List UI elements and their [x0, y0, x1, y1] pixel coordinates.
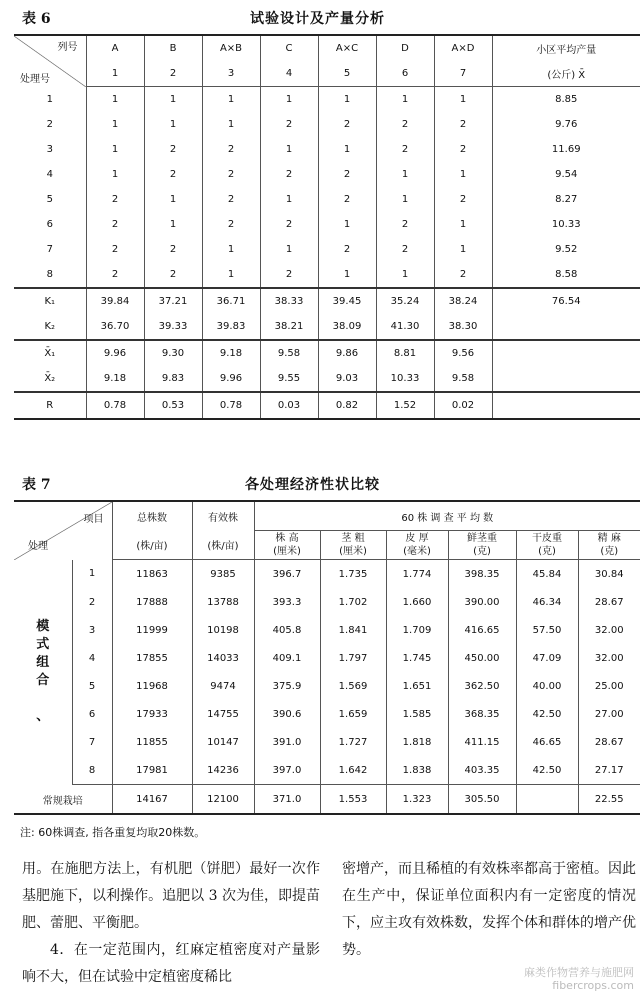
- x1-cell: 9.30: [144, 340, 202, 366]
- data-cell: 390.00: [448, 588, 516, 616]
- level-cell: 2: [318, 187, 376, 212]
- level-cell: 1: [434, 237, 492, 262]
- data-cell: 393.3: [254, 588, 320, 616]
- yield-cell: 8.85: [492, 87, 640, 113]
- data-cell: 1.838: [386, 756, 448, 785]
- table7-corner-top: 项目: [83, 514, 104, 525]
- k2-cell: 38.21: [260, 314, 318, 340]
- r-label: R: [46, 400, 54, 411]
- k2-cell: 39.33: [144, 314, 202, 340]
- r-row: [14, 392, 640, 419]
- table-note: 注: 60株调查, 指各重复均取20株数。: [20, 826, 206, 839]
- x1-cell: 9.96: [86, 340, 144, 366]
- data-cell: 362.50: [448, 672, 516, 700]
- yield-cell: 10.33: [492, 212, 640, 237]
- empty-cell: [492, 340, 640, 366]
- table6-header-row: [14, 35, 640, 61]
- factor-header: D: [376, 35, 434, 61]
- col-number: 6: [376, 61, 434, 87]
- level-cell: 2: [434, 112, 492, 137]
- data-cell: 17888: [112, 588, 192, 616]
- table-row: [14, 728, 640, 756]
- level-cell: 2: [86, 187, 144, 212]
- level-cell: 2: [376, 137, 434, 162]
- data-cell: 1.569: [320, 672, 386, 700]
- level-cell: 1: [260, 187, 318, 212]
- level-cell: 2: [260, 212, 318, 237]
- control-label: 常规栽培: [42, 795, 83, 807]
- sub-header: [254, 531, 320, 560]
- data-cell: 1.774: [386, 560, 448, 589]
- r-cell: 0.03: [260, 392, 318, 419]
- data-cell: 450.00: [448, 644, 516, 672]
- table-row: [14, 560, 640, 589]
- table6: [14, 34, 640, 420]
- table7: [14, 500, 640, 815]
- level-cell: 2: [260, 262, 318, 288]
- table-row: [14, 616, 640, 644]
- level-cell: 1: [260, 137, 318, 162]
- table-row: [14, 237, 640, 262]
- data-cell: 368.35: [448, 700, 516, 728]
- level-cell: 1: [260, 87, 318, 113]
- level-cell: 1: [202, 237, 260, 262]
- data-cell: 1.702: [320, 588, 386, 616]
- watermark-text: 麻类作物营养与施肥网: [524, 966, 634, 979]
- data-cell: 1.553: [320, 785, 386, 815]
- r-cell: 0.78: [86, 392, 144, 419]
- k1-cell: 35.24: [376, 288, 434, 314]
- yield-cell: 9.54: [492, 162, 640, 187]
- body-paragraph: 用。在施肥方法上，有机肥（饼肥）最好一次作基肥施下，以利操作。追肥以 3 次为佳，即提苗肥、蕾肥、平衡肥。: [22, 861, 320, 931]
- data-cell: 1.651: [386, 672, 448, 700]
- x1-cell: 9.58: [260, 340, 318, 366]
- table7-title: 各处理经济性状比较: [245, 477, 380, 493]
- sub-header-unit: (克): [473, 546, 491, 557]
- x2-cell: 9.18: [86, 366, 144, 392]
- col-number: 1: [86, 61, 144, 87]
- level-cell: 1: [318, 137, 376, 162]
- data-cell: 17933: [112, 700, 192, 728]
- x2-row: [14, 366, 640, 392]
- data-cell: 30.84: [578, 560, 640, 589]
- sub-header: [386, 531, 448, 560]
- k2-cell: 39.83: [202, 314, 260, 340]
- treatment-id: 2: [72, 588, 112, 616]
- data-cell: 17855: [112, 644, 192, 672]
- x1-cell: 9.86: [318, 340, 376, 366]
- body-paragraph: 密增产，而且稀植的有效株率都高于密植。因此在生产中，保证单位面积内有一定密度的情况下，应主攻有效株数，发挥个体和群体的增产优势。: [342, 861, 636, 958]
- k1-cell: 38.33: [260, 288, 318, 314]
- treatment-id: 3: [72, 616, 112, 644]
- data-cell: 411.15: [448, 728, 516, 756]
- table-row: [14, 112, 640, 137]
- data-cell: 1.727: [320, 728, 386, 756]
- data-cell: 46.65: [516, 728, 578, 756]
- data-cell: 416.65: [448, 616, 516, 644]
- data-cell: 1.818: [386, 728, 448, 756]
- k2-cell: 38.30: [434, 314, 492, 340]
- data-cell: 32.00: [578, 616, 640, 644]
- data-cell: 10147: [192, 728, 254, 756]
- table-row: [14, 588, 640, 616]
- watermark: [524, 966, 634, 992]
- treatment-id: 2: [46, 119, 53, 130]
- group-char: 式: [36, 637, 50, 652]
- data-cell: 42.50: [516, 756, 578, 785]
- unit-label: (株/亩): [112, 531, 192, 560]
- col-number: 2: [144, 61, 202, 87]
- col-number: 3: [202, 61, 260, 87]
- data-cell: 28.67: [578, 728, 640, 756]
- x2-cell: 9.83: [144, 366, 202, 392]
- level-cell: 2: [318, 237, 376, 262]
- k2-cell: 38.09: [318, 314, 376, 340]
- k1-cell: 39.45: [318, 288, 376, 314]
- level-cell: 1: [144, 187, 202, 212]
- empty-cell: [492, 314, 640, 340]
- level-cell: 2: [144, 137, 202, 162]
- body-paragraph: 4．在一定范围内，红麻定植密度对产量影响不大，但在试验中定植密度稀比: [22, 942, 320, 985]
- level-cell: 2: [434, 262, 492, 288]
- col-number: 7: [434, 61, 492, 87]
- data-cell: 9385: [192, 560, 254, 589]
- effective-plants-header: 有效株: [192, 501, 254, 531]
- sub-header-unit: (厘米): [339, 546, 367, 557]
- level-cell: 1: [434, 212, 492, 237]
- level-cell: 1: [376, 262, 434, 288]
- data-cell: 409.1: [254, 644, 320, 672]
- total-plants-header: 总株数: [112, 501, 192, 531]
- sub-header-name: 皮 厚: [405, 533, 429, 544]
- level-cell: 2: [376, 112, 434, 137]
- level-cell: 1: [86, 137, 144, 162]
- treatment-id: 4: [72, 644, 112, 672]
- x1-label: X̄₁: [44, 348, 56, 359]
- sub-header-name: 鲜茎重: [467, 533, 497, 544]
- level-cell: 2: [260, 112, 318, 137]
- x1-cell: 9.56: [434, 340, 492, 366]
- data-cell: 1.841: [320, 616, 386, 644]
- level-cell: 2: [86, 237, 144, 262]
- data-cell: 305.50: [448, 785, 516, 815]
- level-cell: 1: [144, 212, 202, 237]
- data-cell: 14236: [192, 756, 254, 785]
- table6-title: 试验设计及产量分析: [250, 11, 385, 27]
- level-cell: 1: [376, 187, 434, 212]
- level-cell: 1: [86, 87, 144, 113]
- group-char: 合: [36, 673, 50, 688]
- data-cell: 42.50: [516, 700, 578, 728]
- col-number: 5: [318, 61, 376, 87]
- table-row: [14, 700, 640, 728]
- level-cell: 2: [202, 187, 260, 212]
- r-cell: 1.52: [376, 392, 434, 419]
- treatment-id: 4: [46, 169, 53, 180]
- table6-corner-bottom: 处理号: [20, 73, 50, 85]
- treatment-id: 7: [46, 244, 53, 255]
- level-cell: 2: [202, 162, 260, 187]
- sub-header-unit: (克): [600, 546, 619, 557]
- data-cell: 371.0: [254, 785, 320, 815]
- data-cell: 9474: [192, 672, 254, 700]
- treatment-id: 1: [46, 93, 53, 105]
- group-char: 组: [36, 655, 50, 670]
- table-row: [14, 262, 640, 288]
- data-cell: 1.745: [386, 644, 448, 672]
- data-cell: 1.660: [386, 588, 448, 616]
- level-cell: 2: [144, 262, 202, 288]
- k2-row: [14, 314, 640, 340]
- data-cell: 46.34: [516, 588, 578, 616]
- r-cell: 0.82: [318, 392, 376, 419]
- data-cell: 12100: [192, 785, 254, 815]
- group-label: [14, 560, 72, 785]
- data-cell: 11855: [112, 728, 192, 756]
- level-cell: 1: [260, 237, 318, 262]
- sub-header-unit: (克): [538, 546, 556, 557]
- factor-header: A×C: [318, 35, 376, 61]
- data-cell: 27.00: [578, 700, 640, 728]
- data-cell: 14167: [112, 785, 192, 815]
- treatment-id: 6: [72, 700, 112, 728]
- level-cell: 2: [434, 187, 492, 212]
- level-cell: 1: [434, 162, 492, 187]
- factor-header: A: [86, 35, 144, 61]
- empty-cell: [492, 366, 640, 392]
- data-cell: 1.709: [386, 616, 448, 644]
- data-cell: 391.0: [254, 728, 320, 756]
- yield-unit: (公斤) X̄: [492, 61, 640, 87]
- data-cell: 390.6: [254, 700, 320, 728]
- table-row: [14, 187, 640, 212]
- data-cell: 396.7: [254, 560, 320, 589]
- sub-header: [320, 531, 386, 560]
- data-cell: 1.735: [320, 560, 386, 589]
- level-cell: 2: [144, 237, 202, 262]
- level-cell: 2: [86, 262, 144, 288]
- treatment-id: 6: [46, 219, 53, 230]
- data-cell: 1.642: [320, 756, 386, 785]
- control-row: [14, 785, 640, 815]
- table-row: [14, 756, 640, 785]
- data-cell: 13788: [192, 588, 254, 616]
- data-cell: 403.35: [448, 756, 516, 785]
- data-cell: 1.323: [386, 785, 448, 815]
- survey-header: 60 株 调 查 平 均 数: [254, 501, 640, 531]
- x2-cell: 9.58: [434, 366, 492, 392]
- x2-cell: 10.33: [376, 366, 434, 392]
- level-cell: 1: [376, 162, 434, 187]
- data-cell: 11968: [112, 672, 192, 700]
- table7-corner-bottom: 处理: [28, 540, 48, 552]
- x1-cell: 9.18: [202, 340, 260, 366]
- k1-row: [14, 288, 640, 314]
- body-column-right: [342, 856, 636, 964]
- table6-label: 表 6: [22, 11, 51, 27]
- level-cell: 2: [376, 212, 434, 237]
- table-row: [14, 644, 640, 672]
- level-cell: 1: [202, 262, 260, 288]
- data-cell: 11863: [112, 560, 192, 589]
- data-cell: 28.67: [578, 588, 640, 616]
- total-yield: 76.54: [492, 288, 640, 314]
- k1-cell: 38.24: [434, 288, 492, 314]
- level-cell: 2: [86, 212, 144, 237]
- data-cell: 14755: [192, 700, 254, 728]
- data-cell: 1.585: [386, 700, 448, 728]
- data-cell: 25.00: [578, 672, 640, 700]
- treatment-id: 3: [46, 144, 53, 155]
- yield-header: 小区平均产量: [492, 35, 640, 61]
- table-row: [14, 162, 640, 187]
- data-cell: 405.8: [254, 616, 320, 644]
- table-row: [14, 672, 640, 700]
- treatment-id: 8: [14, 262, 86, 288]
- sub-header: [578, 531, 640, 560]
- yield-cell: 8.58: [492, 262, 640, 288]
- data-cell: 57.50: [516, 616, 578, 644]
- treatment-id: 1: [72, 560, 112, 589]
- level-cell: 1: [318, 212, 376, 237]
- sub-header: [516, 531, 578, 560]
- table6-colnum-row: [14, 61, 640, 87]
- r-cell: 0.02: [434, 392, 492, 419]
- data-cell: 375.9: [254, 672, 320, 700]
- yield-cell: 8.27: [492, 187, 640, 212]
- treatment-id: 7: [72, 728, 112, 756]
- r-cell: 0.78: [202, 392, 260, 419]
- level-cell: 1: [202, 87, 260, 113]
- treatment-id: 5: [72, 672, 112, 700]
- group-char: 模: [36, 619, 50, 634]
- table-row: [14, 212, 640, 237]
- level-cell: 1: [318, 262, 376, 288]
- data-cell: 10198: [192, 616, 254, 644]
- level-cell: 2: [376, 237, 434, 262]
- data-cell: 14033: [192, 644, 254, 672]
- k2-cell: 36.70: [86, 314, 144, 340]
- x1-row: [14, 340, 640, 366]
- level-cell: 2: [202, 212, 260, 237]
- table7-label: 表 7: [22, 477, 51, 493]
- x2-cell: 9.03: [318, 366, 376, 392]
- factor-header: C: [260, 35, 318, 61]
- level-cell: 1: [86, 112, 144, 137]
- table6-corner: [14, 35, 86, 87]
- table7-header-row: [14, 501, 640, 531]
- level-cell: 1: [434, 87, 492, 113]
- level-cell: 1: [202, 112, 260, 137]
- level-cell: 2: [260, 162, 318, 187]
- level-cell: 2: [434, 137, 492, 162]
- data-cell: 22.55: [578, 785, 640, 815]
- col-number: 4: [260, 61, 318, 87]
- sub-header-unit: (毫米): [403, 546, 431, 557]
- body-column-left: [22, 856, 320, 991]
- factor-header: B: [144, 35, 202, 61]
- level-cell: 2: [318, 112, 376, 137]
- treatment-id: 8: [72, 756, 112, 785]
- x2-cell: 9.96: [202, 366, 260, 392]
- level-cell: 2: [318, 162, 376, 187]
- data-cell: [516, 785, 578, 815]
- level-cell: 2: [144, 162, 202, 187]
- table7-corner: [14, 501, 112, 560]
- data-cell: 45.84: [516, 560, 578, 589]
- table-row: [14, 87, 640, 113]
- x2-label: X̄₂: [14, 366, 86, 392]
- data-cell: 1.797: [320, 644, 386, 672]
- sub-header-unit: (厘米): [273, 546, 301, 557]
- sub-header-name: 株 高: [275, 533, 299, 544]
- unit-label: (株/亩): [192, 531, 254, 560]
- data-cell: 398.35: [448, 560, 516, 589]
- empty-cell: [492, 392, 640, 419]
- data-cell: 47.09: [516, 644, 578, 672]
- factor-header: A×D: [434, 35, 492, 61]
- k1-label: K₁: [44, 296, 56, 307]
- data-cell: 1.659: [320, 700, 386, 728]
- level-cell: 1: [318, 87, 376, 113]
- yield-cell: 9.76: [492, 112, 640, 137]
- sub-header-name: 精 麻: [597, 533, 621, 544]
- data-cell: 17981: [112, 756, 192, 785]
- k1-cell: 36.71: [202, 288, 260, 314]
- level-cell: 2: [202, 137, 260, 162]
- treatment-id: 5: [46, 194, 53, 205]
- x1-cell: 8.81: [376, 340, 434, 366]
- x2-cell: 9.55: [260, 366, 318, 392]
- sub-header-name: 干皮重: [532, 533, 562, 544]
- sub-header: [448, 531, 516, 560]
- yield-cell: 9.52: [492, 237, 640, 262]
- k1-cell: 37.21: [144, 288, 202, 314]
- factor-header: A×B: [202, 35, 260, 61]
- data-cell: 32.00: [578, 644, 640, 672]
- table6-corner-top: 列号: [57, 42, 78, 53]
- level-cell: 1: [144, 112, 202, 137]
- k2-cell: 41.30: [376, 314, 434, 340]
- data-cell: 27.17: [578, 756, 640, 785]
- level-cell: 1: [376, 87, 434, 113]
- yield-cell: 11.69: [492, 137, 640, 162]
- data-cell: 397.0: [254, 756, 320, 785]
- data-cell: 40.00: [516, 672, 578, 700]
- r-cell: 0.53: [144, 392, 202, 419]
- sub-header-name: 茎 粗: [341, 533, 365, 544]
- group-mark: 、: [36, 709, 50, 724]
- watermark-url: fibercrops.com: [552, 979, 634, 992]
- data-cell: 11999: [112, 616, 192, 644]
- table-row: [14, 137, 640, 162]
- k2-label: K₂: [14, 314, 86, 340]
- level-cell: 1: [86, 162, 144, 187]
- level-cell: 1: [144, 87, 202, 113]
- k1-cell: 39.84: [86, 288, 144, 314]
